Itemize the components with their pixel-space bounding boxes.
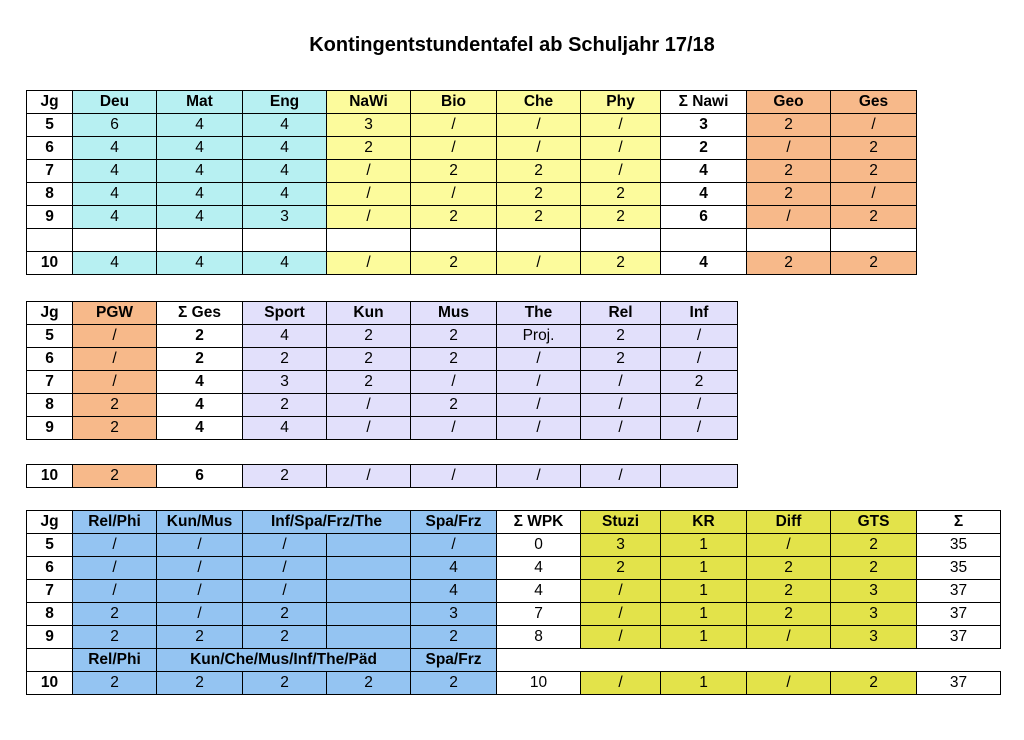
- data-cell: /: [327, 417, 411, 440]
- data-cell: /: [581, 672, 661, 695]
- table-row: [27, 160, 917, 183]
- table-row: [27, 348, 738, 371]
- header-cell: Rel: [581, 302, 661, 325]
- data-cell: 2: [327, 348, 411, 371]
- empty-cell: [27, 229, 73, 252]
- grade-cell: 9: [27, 417, 73, 440]
- data-cell: 4: [73, 252, 157, 275]
- grade-cell: 9: [27, 626, 73, 649]
- header-cell: GTS: [831, 511, 917, 534]
- data-cell: [327, 557, 411, 580]
- grade-cell: 10: [27, 672, 73, 695]
- data-cell: /: [157, 557, 243, 580]
- data-cell: /: [661, 348, 738, 371]
- table-row: [27, 114, 917, 137]
- data-cell: 2: [831, 557, 917, 580]
- data-cell: 2: [157, 672, 243, 695]
- data-cell: /: [411, 114, 497, 137]
- table-header-row: [27, 302, 738, 325]
- data-cell: /: [581, 465, 661, 488]
- table-row: [27, 603, 1001, 626]
- header-cell: Σ Ges: [157, 302, 243, 325]
- data-cell: 3: [831, 626, 917, 649]
- table-row-grade-10: [27, 465, 738, 488]
- empty-cell: [243, 229, 327, 252]
- data-cell: 1: [661, 603, 747, 626]
- sum-cell: 2: [157, 325, 243, 348]
- data-cell: /: [497, 252, 581, 275]
- header-cell: Σ: [917, 511, 1001, 534]
- data-cell: 2: [73, 394, 157, 417]
- data-cell: /: [747, 206, 831, 229]
- total-cell: 37: [917, 672, 1001, 695]
- data-cell: /: [497, 348, 581, 371]
- total-cell: 37: [917, 626, 1001, 649]
- data-cell: 2: [497, 206, 581, 229]
- data-cell: [327, 626, 411, 649]
- header-cell: Che: [497, 91, 581, 114]
- empty-cell: [327, 229, 411, 252]
- table-row: [27, 137, 917, 160]
- header-cell: Sport: [243, 302, 327, 325]
- header-cell: Eng: [243, 91, 327, 114]
- header-cell: The: [497, 302, 581, 325]
- table-header-row: [27, 91, 917, 114]
- sum-cell: 6: [661, 206, 747, 229]
- header-cell: Kun/Mus: [157, 511, 243, 534]
- data-cell: /: [661, 394, 738, 417]
- data-cell: 2: [411, 325, 497, 348]
- sum-cell: 4: [661, 252, 747, 275]
- data-cell: 2: [73, 465, 157, 488]
- grade-cell: 6: [27, 137, 73, 160]
- data-cell: /: [747, 534, 831, 557]
- sum-cell: 4: [157, 394, 243, 417]
- data-cell: Proj.: [497, 325, 581, 348]
- data-cell: 2: [581, 252, 661, 275]
- data-cell: 2: [581, 325, 661, 348]
- data-cell: /: [411, 137, 497, 160]
- header-cell: Rel/Phi: [73, 511, 157, 534]
- data-cell: /: [497, 417, 581, 440]
- header-cell: Jg: [27, 91, 73, 114]
- data-cell: 6: [73, 114, 157, 137]
- data-cell: /: [243, 557, 327, 580]
- data-cell: 2: [73, 626, 157, 649]
- grade-cell: 6: [27, 557, 73, 580]
- grade-cell: 8: [27, 183, 73, 206]
- data-cell: 4: [157, 183, 243, 206]
- data-cell: /: [411, 534, 497, 557]
- empty-cell: [831, 229, 917, 252]
- data-cell: 2: [411, 672, 497, 695]
- data-cell: 1: [661, 672, 747, 695]
- data-cell: /: [497, 465, 581, 488]
- grade-cell: 5: [27, 325, 73, 348]
- subheader-cell: Rel/Phi: [73, 649, 157, 672]
- data-cell: /: [581, 160, 661, 183]
- data-cell: [661, 465, 738, 488]
- data-cell: /: [747, 672, 831, 695]
- data-cell: 2: [497, 183, 581, 206]
- sum-cell: 4: [157, 417, 243, 440]
- data-cell: 2: [661, 371, 738, 394]
- data-cell: 1: [661, 557, 747, 580]
- data-cell: /: [831, 183, 917, 206]
- header-cell: NaWi: [327, 91, 411, 114]
- data-cell: 2: [747, 183, 831, 206]
- data-cell: 2: [243, 603, 327, 626]
- data-cell: 2: [73, 417, 157, 440]
- table-row: [27, 534, 1001, 557]
- data-cell: /: [73, 557, 157, 580]
- data-cell: 2: [831, 137, 917, 160]
- data-cell: /: [661, 325, 738, 348]
- data-cell: /: [157, 603, 243, 626]
- data-cell: 2: [243, 626, 327, 649]
- data-cell: 2: [411, 206, 497, 229]
- empty-cell: [27, 649, 73, 672]
- sum-cell: 6: [157, 465, 243, 488]
- data-cell: 3: [243, 371, 327, 394]
- data-cell: 1: [661, 626, 747, 649]
- grade-cell: 10: [27, 252, 73, 275]
- data-cell: 2: [581, 206, 661, 229]
- data-cell: 4: [243, 183, 327, 206]
- data-cell: /: [747, 626, 831, 649]
- header-cell: Inf/Spa/Frz/The: [243, 511, 411, 534]
- table-row: [27, 206, 917, 229]
- header-cell: Mus: [411, 302, 497, 325]
- subheader-cell: Spa/Frz: [411, 649, 497, 672]
- data-cell: 2: [327, 137, 411, 160]
- header-cell: Σ WPK: [497, 511, 581, 534]
- data-cell: /: [581, 137, 661, 160]
- grade-cell: 5: [27, 114, 73, 137]
- table-row: [27, 580, 1001, 603]
- data-cell: /: [327, 465, 411, 488]
- data-cell: 3: [831, 603, 917, 626]
- subheader-cell: Kun/Che/Mus/Inf/The/Päd: [157, 649, 411, 672]
- data-cell: /: [327, 160, 411, 183]
- data-cell: 2: [747, 252, 831, 275]
- empty-cell: [497, 229, 581, 252]
- header-cell: PGW: [73, 302, 157, 325]
- header-cell: Ges: [831, 91, 917, 114]
- data-cell: 2: [831, 252, 917, 275]
- data-cell: 4: [243, 137, 327, 160]
- header-cell: Phy: [581, 91, 661, 114]
- data-cell: 2: [747, 580, 831, 603]
- data-cell: 4: [157, 252, 243, 275]
- data-cell: 2: [581, 557, 661, 580]
- header-cell: Mat: [157, 91, 243, 114]
- empty-cell: [497, 649, 1001, 672]
- grade-cell: 8: [27, 603, 73, 626]
- data-cell: 4: [411, 557, 497, 580]
- empty-cell: [411, 229, 497, 252]
- data-cell: 4: [157, 160, 243, 183]
- spacer-row: [27, 229, 917, 252]
- sum-cell: 4: [661, 160, 747, 183]
- subject-table-2-grade-10: [26, 464, 738, 488]
- sum-cell: 4: [157, 371, 243, 394]
- data-cell: 2: [327, 325, 411, 348]
- grade-cell: 8: [27, 394, 73, 417]
- data-cell: 2: [243, 465, 327, 488]
- data-cell: 2: [747, 160, 831, 183]
- grade-cell: 9: [27, 206, 73, 229]
- data-cell: 2: [411, 626, 497, 649]
- total-cell: 35: [917, 534, 1001, 557]
- data-cell: 2: [243, 348, 327, 371]
- table-row-grade-10: [27, 672, 1001, 695]
- sum-cell: 2: [661, 137, 747, 160]
- grade-cell: 5: [27, 534, 73, 557]
- data-cell: /: [327, 206, 411, 229]
- data-cell: 3: [243, 206, 327, 229]
- data-cell: /: [327, 252, 411, 275]
- table-row: [27, 371, 738, 394]
- data-cell: 2: [831, 672, 917, 695]
- grade-cell: 7: [27, 371, 73, 394]
- header-cell: Diff: [747, 511, 831, 534]
- table-subheader-row: [27, 649, 1001, 672]
- header-cell: Jg: [27, 511, 73, 534]
- data-cell: 2: [581, 348, 661, 371]
- grade-cell: 7: [27, 160, 73, 183]
- data-cell: /: [243, 534, 327, 557]
- table-row: [27, 183, 917, 206]
- data-cell: 4: [497, 580, 581, 603]
- data-cell: 7: [497, 603, 581, 626]
- table-row: [27, 325, 738, 348]
- page-title: Kontingentstundentafel ab Schuljahr 17/18: [309, 34, 715, 56]
- data-cell: /: [157, 580, 243, 603]
- data-cell: 4: [411, 580, 497, 603]
- table-header-row: [27, 511, 1001, 534]
- data-cell: /: [497, 114, 581, 137]
- data-cell: 4: [157, 206, 243, 229]
- data-cell: 2: [327, 672, 411, 695]
- data-cell: 2: [73, 672, 157, 695]
- data-cell: 2: [497, 160, 581, 183]
- data-cell: 2: [73, 603, 157, 626]
- data-cell: /: [243, 580, 327, 603]
- data-cell: /: [661, 417, 738, 440]
- data-cell: 4: [243, 160, 327, 183]
- data-cell: 4: [157, 114, 243, 137]
- empty-cell: [661, 229, 747, 252]
- data-cell: /: [581, 626, 661, 649]
- data-cell: 2: [243, 394, 327, 417]
- data-cell: 2: [411, 252, 497, 275]
- empty-cell: [73, 229, 157, 252]
- data-cell: /: [327, 394, 411, 417]
- header-cell: Inf: [661, 302, 738, 325]
- data-cell: [327, 603, 411, 626]
- data-cell: /: [73, 534, 157, 557]
- data-cell: /: [581, 580, 661, 603]
- data-cell: 3: [327, 114, 411, 137]
- data-cell: 3: [831, 580, 917, 603]
- sum-cell: 3: [661, 114, 747, 137]
- data-cell: /: [73, 371, 157, 394]
- data-cell: 0: [497, 534, 581, 557]
- data-cell: 2: [581, 183, 661, 206]
- empty-cell: [581, 229, 661, 252]
- data-cell: 1: [661, 534, 747, 557]
- data-cell: /: [411, 465, 497, 488]
- data-cell: /: [73, 325, 157, 348]
- grade-cell: 7: [27, 580, 73, 603]
- data-cell: /: [327, 183, 411, 206]
- header-cell: Geo: [747, 91, 831, 114]
- data-cell: 2: [831, 160, 917, 183]
- data-cell: [327, 534, 411, 557]
- data-cell: /: [581, 371, 661, 394]
- data-cell: /: [581, 417, 661, 440]
- data-cell: 3: [581, 534, 661, 557]
- data-cell: 4: [73, 160, 157, 183]
- header-cell: Spa/Frz: [411, 511, 497, 534]
- table-row-grade-10: [27, 252, 917, 275]
- header-cell: Deu: [73, 91, 157, 114]
- data-cell: /: [747, 137, 831, 160]
- header-cell: Bio: [411, 91, 497, 114]
- data-cell: 2: [157, 626, 243, 649]
- table-row: [27, 557, 1001, 580]
- subject-table-2: [26, 301, 738, 440]
- total-cell: 37: [917, 603, 1001, 626]
- total-cell: 37: [917, 580, 1001, 603]
- empty-cell: [747, 229, 831, 252]
- data-cell: 2: [411, 160, 497, 183]
- data-cell: 4: [497, 557, 581, 580]
- data-cell: /: [497, 371, 581, 394]
- grade-cell: 10: [27, 465, 73, 488]
- data-cell: 2: [747, 114, 831, 137]
- data-cell: 4: [73, 137, 157, 160]
- data-cell: /: [411, 371, 497, 394]
- grade-cell: 6: [27, 348, 73, 371]
- subject-table-3: [26, 510, 1001, 695]
- data-cell: 2: [243, 672, 327, 695]
- data-cell: /: [157, 534, 243, 557]
- data-cell: 2: [747, 603, 831, 626]
- data-cell: 2: [747, 557, 831, 580]
- data-cell: 4: [157, 137, 243, 160]
- data-cell: 8: [497, 626, 581, 649]
- header-cell: Jg: [27, 302, 73, 325]
- data-cell: 4: [73, 206, 157, 229]
- data-cell: 2: [411, 394, 497, 417]
- data-cell: /: [73, 580, 157, 603]
- data-cell: /: [411, 183, 497, 206]
- data-cell: /: [497, 137, 581, 160]
- data-cell: /: [73, 348, 157, 371]
- sum-cell: 2: [157, 348, 243, 371]
- data-cell: 2: [831, 206, 917, 229]
- header-cell: Stuzi: [581, 511, 661, 534]
- data-cell: 4: [243, 417, 327, 440]
- data-cell: 3: [411, 603, 497, 626]
- data-cell: 4: [243, 252, 327, 275]
- data-cell: 2: [831, 534, 917, 557]
- data-cell: 4: [243, 114, 327, 137]
- sum-cell: 4: [661, 183, 747, 206]
- subject-table-1: [26, 90, 917, 275]
- data-cell: /: [581, 603, 661, 626]
- data-cell: 2: [327, 371, 411, 394]
- data-cell: /: [581, 394, 661, 417]
- data-cell: /: [497, 394, 581, 417]
- total-cell: 35: [917, 557, 1001, 580]
- data-cell: /: [831, 114, 917, 137]
- data-cell: /: [581, 114, 661, 137]
- empty-cell: [157, 229, 243, 252]
- data-cell: 10: [497, 672, 581, 695]
- header-cell: Σ Nawi: [661, 91, 747, 114]
- data-cell: 4: [243, 325, 327, 348]
- data-cell: /: [411, 417, 497, 440]
- data-cell: 2: [411, 348, 497, 371]
- header-cell: KR: [661, 511, 747, 534]
- table-row: [27, 626, 1001, 649]
- data-cell: 4: [73, 183, 157, 206]
- header-cell: Kun: [327, 302, 411, 325]
- data-cell: [327, 580, 411, 603]
- table-row: [27, 394, 738, 417]
- table-row: [27, 417, 738, 440]
- data-cell: 1: [661, 580, 747, 603]
